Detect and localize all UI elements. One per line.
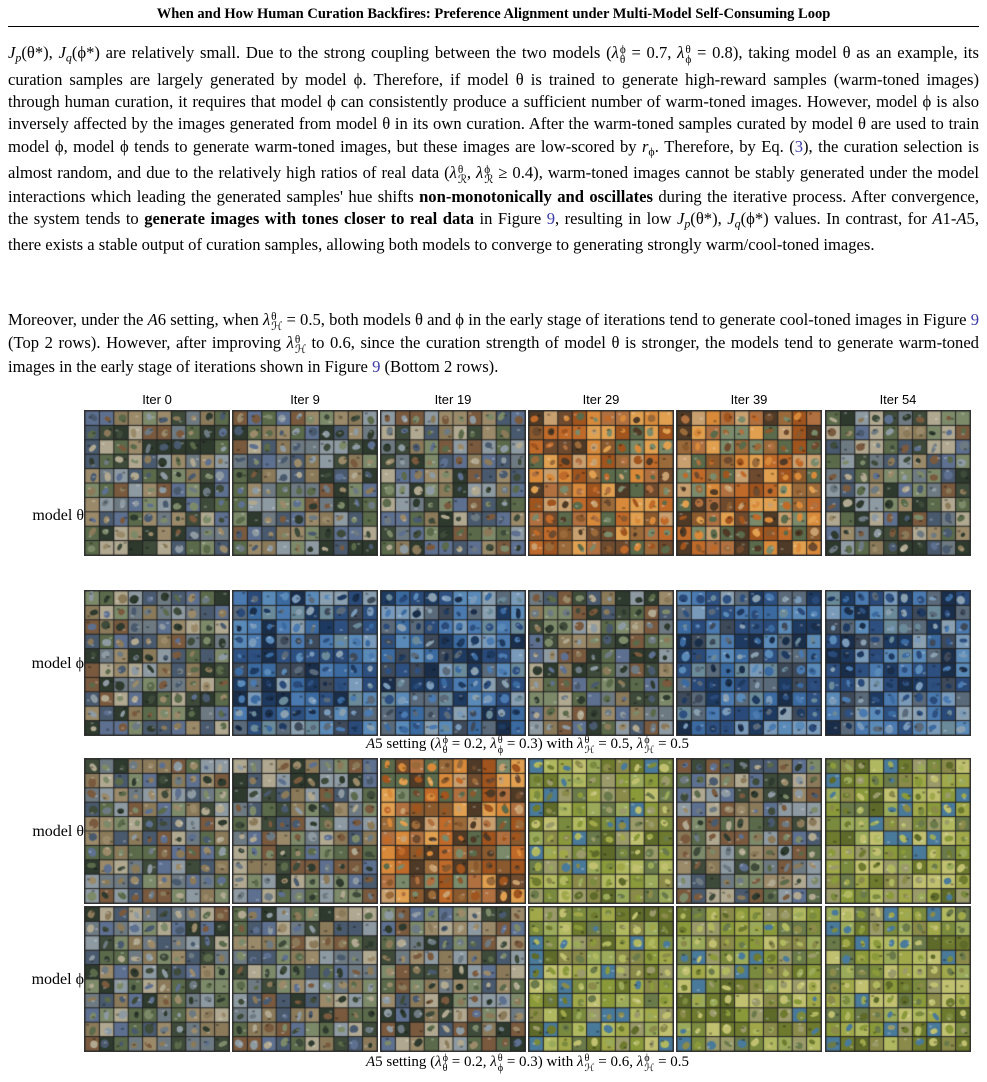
math-superscript: θ [685,43,691,56]
sample-grid-image [380,590,526,736]
math-supsub [484,165,493,186]
sample-grid-image [528,906,674,1052]
math-J: J [58,43,66,62]
column-header-iter-29: Iter 29 [582,392,620,407]
body-paragraph-2 [8,309,979,378]
sample-grid-canvas [233,759,377,903]
row-label-model-phi-bottom: model ϕ [31,971,84,988]
text-run: (θ*), [690,208,728,228]
figure-ref-link[interactable]: 9 [546,208,556,228]
text-run: in Figure [474,208,547,228]
math-superscript: ϕ [484,163,491,176]
sample-grid-canvas [381,411,525,555]
math-supsub [458,165,467,186]
math-r: r [641,136,649,156]
sample-grid-image [676,590,822,736]
math-subscript: ℛ [457,174,467,187]
sample-grid-canvas [85,907,229,1051]
text-run: ), the curation selection is almost random, and due to the relatively high ratios of real data ( [8,136,980,183]
math-subscript: ϕ [685,53,692,66]
math-A: A [932,208,943,228]
math-lambda: λ [611,43,619,62]
math-subscript: ℋ [294,344,306,357]
math-lambda: λ [449,163,457,183]
sample-grid-canvas [233,907,377,1051]
sample-grid-image [232,590,378,736]
text-run: = 0.8), taking model θ as an example, its curation samples are largely generated by model ϕ. Therefore, if model θ is trained to generate high-reward samples (warm-toned images) through human curation, it requires that model ϕ can consistently produce a sufficient number of warm-toned images. However, model ϕ is also inversely affected by the images generated from model θ in its own curation. After the warm-toned samples curated by model θ are used to train model ϕ, model ϕ tends to generate warm-toned images, but these images are low-scored by [8,43,979,156]
column-header-iter-19: Iter 19 [434,392,472,407]
sample-grid-canvas [677,907,821,1051]
text-run: 5, there exists a stable output of curation samples, allowing both models to converge to generating strongly warm/cool-toned images. [8,208,979,255]
text-run: 6 setting, when [157,310,263,329]
sample-grid-canvas [529,591,673,735]
row-label-model-theta-bottom: model θ [32,823,84,840]
sample-grid-image [825,906,971,1052]
sample-grid-canvas [85,759,229,903]
math-lambda: λ [262,310,271,329]
sample-grid-image [380,906,526,1052]
math-subscript: p [15,50,22,65]
sample-grid-canvas [381,591,525,735]
text-run: , resulting in low [555,208,677,228]
row-label-model-phi-top: model ϕ [31,655,84,672]
sample-grid-canvas [826,591,970,735]
math-subscript: q [65,50,72,65]
sample-grid-image [676,906,822,1052]
sample-grid-image [232,410,378,556]
sample-grid-canvas [677,411,821,555]
math-A: A [956,208,967,228]
math-J: J [676,208,685,228]
text-run: (ϕ*) are relatively small. Due to the strong coupling between the two models ( [71,43,612,62]
sample-grid-canvas [529,411,673,555]
math-subscript: θ [619,53,626,66]
column-header-iter-9: Iter 9 [290,392,320,407]
sample-grid-image [84,590,230,736]
text-run: = 0.5, both models θ and ϕ in the early stage of iterations tend to generate cool-toned images in Figure [282,310,971,329]
text-run: Moreover, under the [8,310,148,329]
figure-ref-link[interactable]: 9 [970,310,979,329]
math-subscript: p [684,216,691,231]
math-superscript: θ [271,310,277,323]
math-lambda: λ [677,43,685,62]
math-supsub [271,312,282,333]
math-superscript: ϕ [619,43,626,56]
column-header-iter-54: Iter 54 [879,392,917,407]
figure-caption-bottom: A5 setting (λ ϕ θ = 0.2, λ θ ϕ = 0.3) with λ θ ℋ = 0.6, λ ϕ ℋ = 0.5 [365,1053,690,1074]
bold-phrase: generate images with tones closer to real data [144,208,475,228]
sample-grid-canvas [826,411,970,555]
text-run: = 0.7, [625,43,678,62]
sample-grid-canvas [381,759,525,903]
sample-grid-image [825,410,971,556]
text-run: (Top 2 rows). However, after improving [8,333,287,353]
sample-grid-image [825,590,971,736]
text-run: ≥ 0.4), warm-toned images cannot be stably generated under the model interactions which leading the generated samples' hue shifts [8,163,979,206]
sample-grid-image [380,410,526,556]
sample-grid-image [84,906,230,1052]
sample-grid-image [528,410,674,556]
text-run: 1- [942,208,957,228]
text-run: to 0.6, since the curation strength of model θ is stronger, the models tend to generate warm-toned images in the early stage of iterations shown in Figure [8,333,979,376]
sample-grid-canvas [85,591,229,735]
math-supsub [295,335,306,356]
bold-phrase: non-monotonically and oscillates [419,186,653,206]
text-run: (θ*), [21,43,59,62]
math-subscript: q [734,216,741,231]
math-lambda: λ [476,163,484,183]
math-J: J [727,208,735,228]
math-superscript: θ [294,333,301,346]
figure-ref-link[interactable]: 9 [372,356,381,376]
sample-grid-canvas [529,759,673,903]
text-run: , [466,163,477,183]
equation-ref-link[interactable]: 3 [794,136,804,156]
running-header: When and How Human Curation Backfires: Preference Alignment under Multi-Model Self-Consuming Loop [156,6,831,22]
row-label-model-theta-top: model θ [32,507,84,524]
text-run: . Therefore, by Eq. ( [654,136,795,156]
column-header-iter-39: Iter 39 [730,392,768,407]
sample-grid-canvas [233,411,377,555]
text-run: (ϕ*) values. In contrast, for [740,208,933,228]
sample-grid-canvas [381,907,525,1051]
sample-grid-canvas [677,591,821,735]
math-subscript: ℛ [484,174,494,187]
figure-caption-top: A5 setting (λ ϕ θ = 0.2, λ θ ϕ = 0.3) with λ θ ℋ = 0.5, λ ϕ ℋ = 0.5 [365,735,690,756]
sample-grid-image [676,758,822,904]
sample-grid-image [528,590,674,736]
header-rule [8,26,979,27]
sample-grid-image [84,410,230,556]
sample-grid-image [232,906,378,1052]
sample-grid-image [825,758,971,904]
sample-grid-canvas [233,591,377,735]
sample-grid-canvas [677,759,821,903]
sample-grid-image [84,758,230,904]
math-lambda: λ [286,333,294,353]
sample-grid-canvas [826,907,970,1051]
sample-grid-image [676,410,822,556]
sample-grid-image [528,758,674,904]
math-superscript: θ [457,163,464,176]
math-subscript: ϕ [648,143,655,158]
sample-grid-canvas [529,907,673,1051]
math-subscript: ℋ [271,320,283,333]
math-J: J [8,43,16,62]
math-A: A [147,310,158,329]
column-header-iter-0: Iter 0 [142,392,172,407]
sample-grid-canvas [85,411,229,555]
sample-grid-canvas [826,759,970,903]
sample-grid-image [232,758,378,904]
body-paragraph-1 [8,42,979,257]
text-run: (Bottom 2 rows). [380,356,499,376]
text-run: during the iterative process. After convergence, the system tends to [8,186,979,228]
sample-grid-image [380,758,526,904]
